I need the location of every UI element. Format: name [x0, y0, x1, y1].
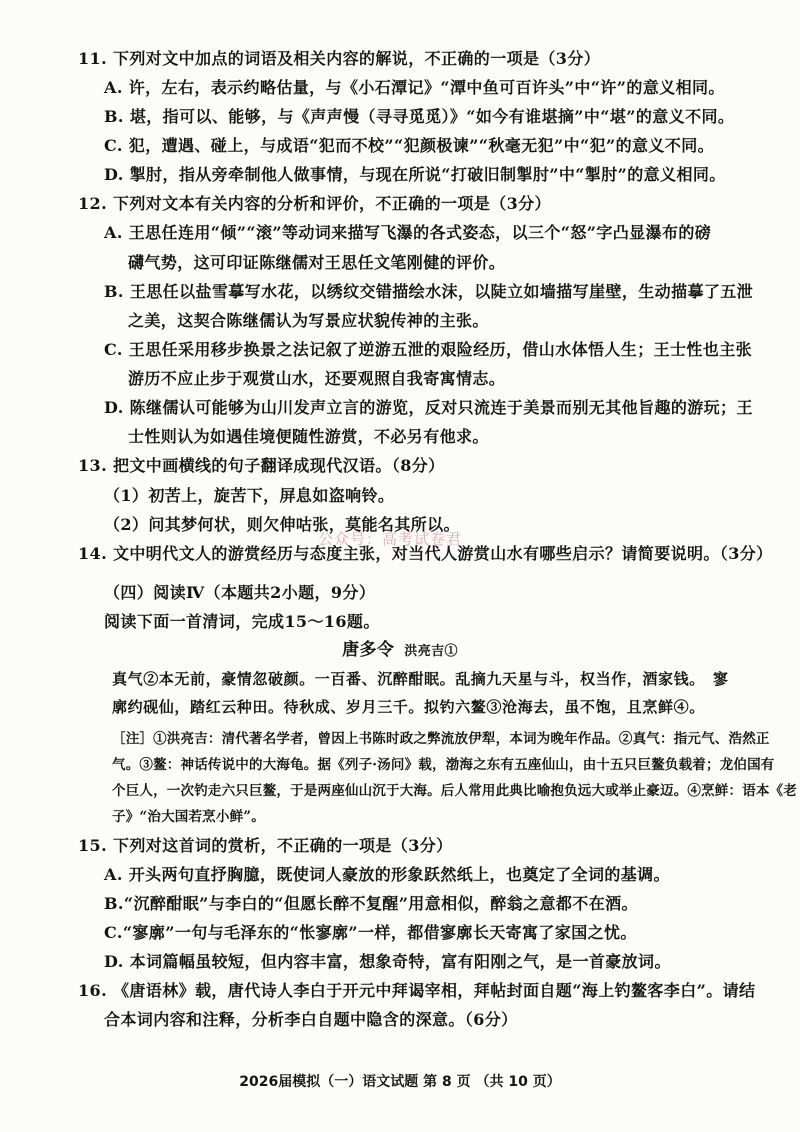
poem-title: [0, 640, 800, 662]
q11-option-a: A. 许，左右，表示约略估量，与《小石潭记》“潭中鱼可百许头”中“许”的意义相同。: [104, 78, 725, 97]
notes-line-1: ［注］①洪亮吉：清代著名学者，曾因上书陈时政之弊流放伊犁，本词为晚年作品。②真气：指元气、浩然正: [112, 731, 770, 747]
section4-heading: （四）阅读Ⅳ（本题共2小题，9分）: [104, 583, 376, 602]
q13-stem: 13. 把文中画横线的句子翻译成现代汉语。（8分）: [78, 456, 445, 475]
q15-option-d: D. 本词篇幅虽较短，但内容丰富，想象奇特，富有阳刚之气，是一首豪放词。: [104, 952, 671, 971]
q16-line-1: 16. 《唐语林》载，唐代诗人李白于开元中拜谒宰相，拜帖封面自题“海上钓鳌客李白”。请结: [78, 981, 756, 1000]
q12-option-d-line2: 士性则认为如遇佳境便随性游赏，不必另有他求。: [128, 427, 489, 446]
q11-option-d: D. 掣肘，指从旁牵制他人做事情，与现在所说“打破旧制掣肘”中“掣肘”的意义相同。: [104, 165, 726, 184]
q11-option-b: B. 堪，指可以、能够，与《声声慢（寻寻觅觅）》“如今有谁堪摘”中“堪”的意义不同。: [104, 107, 735, 126]
poem-title-text: 唐多令: [342, 640, 395, 660]
notes-line-3: 个巨人，一次钓走六只巨鳌，于是两座仙山沉于大海。后人常用此典比喻抱负远大或举止豪迈。④烹鲜：语本《老: [112, 783, 797, 799]
q12-option-c-line2: 游历不应止步于观赏山水，还要观照自我寄寓情志。: [128, 369, 506, 388]
poem-line-2: 廓约砚仙，踏红云种田。待秋成、岁月三千。拟钓六鳌③沧海去，虽不饱，且烹鲜④。: [112, 698, 705, 716]
q11-option-c: C. 犯，遭遇、碰上，与成语“犯而不校”“犯颜极谏”“秋毫无犯”中“犯”的意义不同。: [104, 136, 715, 155]
q12-option-a-line1: A. 王思任连用“倾”“滚”等动词来描写飞瀑的各式姿态，以三个“怒”字凸显瀑布的磅: [104, 223, 712, 242]
section4-instruction: 阅读下面一首清词，完成15～16题。: [104, 612, 380, 631]
q15-option-b: B.“沉醉酣眠”与李白的“但愿长醉不复醒”用意相似，醉翁之意都不在酒。: [104, 894, 638, 913]
watermark: 公众号：高考试卷君: [318, 530, 463, 548]
q16-line-2: 合本词内容和注释，分析李白自题中隐含的深意。（6分）: [104, 1010, 518, 1029]
page-footer: 2026届模拟（一）语文试题 第 8 页 （共 10 页）: [239, 1074, 561, 1090]
q12-option-a-line2: 礴气势，这可印证陈继儒对王思任文笔刚健的评价。: [128, 253, 506, 272]
q12-stem: 12. 下列对文本有关内容的分析和评价，不正确的一项是（3分）: [78, 194, 551, 213]
q13-sentence-2: （2）问其梦何状，则欠伸咕张，莫能名其所以。: [104, 515, 460, 534]
q14-stem: 14. 文中明代文人的游赏经历与态度主张，对当代人游赏山水有哪些启示？请简要说明。（3分）: [78, 544, 773, 563]
poem-line-1: 真气②本无前，豪情忽破颜。一百番、沉醉酣眠。乱摘九天星与斗，权当作，酒家钱。 寥: [112, 670, 729, 688]
notes-line-4: 子》“治大国若烹小鲜”。: [112, 809, 265, 825]
q15-option-a: A. 开头两句直抒胸臆，既使词人豪放的形象跃然纸上，也奠定了全词的基调。: [104, 865, 670, 884]
q12-option-c-line1: C. 王思任采用移步换景之法记叙了逆游五泄的艰险经历，借山水体悟人生；王士性也主张: [104, 340, 752, 359]
poem-author: 洪亮吉①: [404, 644, 458, 659]
q12-option-d-line1: D. 陈继儒认可能够为山川发声立言的游览，反对只流连于美景而别无其他旨趣的游玩；王: [104, 398, 753, 417]
q11-stem: 11. 下列对文中加点的词语及相关内容的解说，不正确的一项是（3分）: [78, 49, 601, 68]
q15-stem: 15. 下列对这首词的赏析，不正确的一项是（3分）: [78, 836, 453, 855]
q13-sentence-1: （1）初苦上，旋苦下，屏息如盗响铃。: [104, 486, 395, 505]
notes-line-2: 气。③鳌：神话传说中的大海龟。据《列子·汤问》载，渤海之东有五座仙山，由十五只巨鳌负载着；龙伯国有: [112, 757, 775, 773]
q12-option-b-line2: 之美，这契合陈继儒认为写景应状貌传神的主张。: [128, 311, 489, 330]
q12-option-b-line1: B. 王思任以盐雪摹写水花，以绣纹交错描绘水沫，以陡立如墙描写崖壁，生动描摹了五泄: [104, 282, 754, 301]
q15-option-c: C.“寥廓”一句与毛泽东的“怅寥廓”一样，都借寥廓长天寄寓了家国之忧。: [104, 923, 637, 942]
